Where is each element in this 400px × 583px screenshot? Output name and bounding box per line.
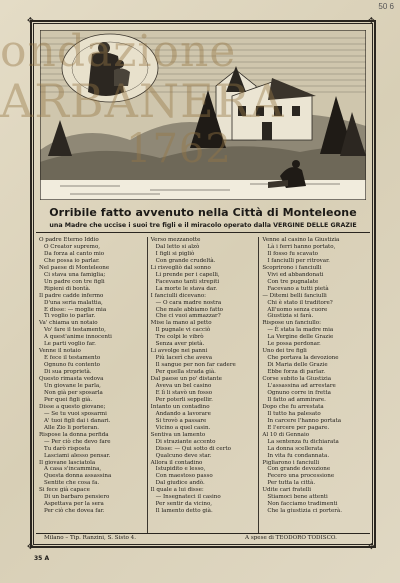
verse-line: Vo' fare il testamento, [44,327,106,334]
verse-line: Di straziante accento [155,438,216,445]
verse-line: Aveva un bel casino [155,383,212,390]
verse-line: A casa s'incammina, [44,466,102,473]
verse-line: Che la giustizia ci porterà. [267,508,342,515]
verse-line: Tre colpi le vibrò [155,334,204,341]
verse-line: Li avvolge nei panni [150,348,208,355]
verse-line: Questa donna assassina [44,473,112,480]
verse-line: Rispose un fanciullo: [262,320,321,327]
verse-line: Sentite che cosa fa. [44,480,100,487]
verse-line: — Insegnateci il casino [155,494,221,501]
poem-column-3 [258,237,370,533]
verse-line: Nel paese di Monteleone [39,264,110,271]
verse-line: E l'ercere per pagare. [267,424,330,431]
verse-line: A quest'anime innocenti [44,334,112,341]
verse-line: Dal giudice andò. [155,480,205,487]
verse-line: Stiamoci bene attenti [267,494,328,501]
verse-line: Istupidito e lesso, [155,466,206,473]
verse-line: Il padre cadde infermo [39,292,104,299]
verse-line: Udite cari fratelli [262,487,312,494]
verse-line: — Ditemi belli fanciulli [262,292,327,299]
verse-line: Il tutto ha palesato [267,410,321,417]
verse-line: Allora il contadino [150,459,203,466]
verse-line: Li risvegliò dal sonno [150,264,211,271]
verse-line: I fanciulli dicevano: [150,292,207,299]
verse-line: Facevano tanti strepiti [155,278,220,285]
verse-line: Venne il notaio [39,348,81,355]
publisher-credit: A spese di TEODORO TODISCO. [245,535,337,541]
verse-line: Un padre con tre figli [44,278,105,285]
verse-line: Per quella strada già. [155,369,216,376]
verse-line: La donna scellerata [267,445,323,452]
catalog-code: 35 A [34,555,50,562]
verse-line: In vita fu condannata. [267,452,330,459]
verse-line: Disse a questo giovane; [39,403,106,410]
verse-line: Con tre pugnalate [267,278,319,285]
verse-line: Facevano a tutti pietà [267,285,329,292]
archive-stamp: 50 6 [378,2,394,11]
verse-line: Per poterli seppellir. [155,396,213,403]
verse-line: Vivi ed abbandonati [267,271,324,278]
verse-line: Con grande devozione [267,466,331,473]
poem-column-1 [36,237,147,533]
verse-line: Le parti voglio far. [44,341,96,348]
verse-line: Dal paese un po' distante [150,376,222,383]
verse-line: Al 10 di Gennaio [262,431,310,438]
verse-line: Da forza al canto mio [44,250,105,257]
verse-line: Venne al casino la Giustizia [262,237,340,243]
verse-line: Aspettava per la sera [44,501,104,508]
verse-line: D'una seria malattia, [44,299,103,306]
verse-line: Con maestoso passo [155,473,213,480]
verse-line: Questo rimasta vedova [39,376,104,383]
verse-line: Il lamento detto già. [155,508,213,515]
verse-line: I figli si pigliò [155,250,195,257]
verse-line: Che possa io parlar. [44,257,100,264]
verse-line: — Se tu vuoi sposarmi [44,410,107,417]
verse-line: Si trovò a passare [155,417,207,424]
broadside-subtitle: una Madre che uccise i suoi tre figli e il miracolo operato dalla VERGINE DELLE GRAZIE [49,222,357,229]
verse-line: — È stata la madre mia [267,327,334,334]
verse-line: Giustizia si farà. [267,313,314,320]
watermark-line: ondazione [0,26,237,77]
verse-line: Sentiva un lamento [150,431,206,438]
verse-line: Ebbe forza di parlar. [267,369,326,376]
verse-line: Il fosso fu scavato [267,250,318,257]
verse-line: Che portava la devozione [267,355,339,362]
verse-line: E lì li stavò un fosso [155,389,213,396]
verse-line: Corse subito la Giustizia [262,376,332,383]
verse-line: Senza aver pietà. [155,341,205,348]
watermark-line: ARBANERA [0,74,285,128]
verse-line: La morte le stava dar. [155,285,218,292]
verse-line: Il fatto ad ammirare. [267,396,326,403]
title-rule [36,232,370,236]
verse-line: Scoprirono i fanciulli [262,264,322,271]
verse-line: Per ciò che dovea far. [44,508,105,515]
verse-line: Qualcuno deve star. [155,452,212,459]
verse-line: Il giovane lasciatola [39,459,96,466]
verse-line: Andando a lavorare [155,410,211,417]
verse-line: E disse: — moglie mia [44,306,107,313]
printer-imprint: Milano – Tip. Ranzini, S. Sisto 4. [44,535,136,541]
verse-line: Più lacerì che aveva [155,355,213,362]
verse-line: Di un barbaro pensiero [44,494,110,501]
verse-line: Il pugnale vi cacciò [155,327,211,334]
verse-line: A' tuoi figli dai i danari. [44,417,111,424]
verse-line: Per quei figli già. [44,396,93,403]
verse-line: Tu darò risposta [44,445,91,452]
verse-line: Dal letto si alzò [155,243,200,250]
verse-line: I fanciulli per ritrovar. [267,257,330,264]
corner-ornament-icon: ✥ [27,16,34,25]
woodcut-illustration [40,30,366,200]
verse-line: Di sua proprietà. [44,369,92,376]
verse-line: Va' chiama un notaio [39,320,98,327]
verse-line: Di Maria delle Grazie [267,362,328,369]
poem-columns [36,237,370,533]
verse-line: Con grande crudeltà. [155,257,216,264]
verse-line: Un giovane le parla, [44,383,101,390]
verse-line: Per tutta la città. [267,480,316,487]
corner-ornament-icon: ✥ [368,16,375,25]
verse-line: Che male abbiamo fatto [155,306,223,313]
verse-line: Ci stava una famiglia; [44,271,106,278]
verse-line: Le possa perdonar. [267,341,321,348]
verse-line: Fecero una processione [267,473,335,480]
verse-line: Verso mezzanotte [150,237,201,243]
verse-line: Il sangue per non far cadere [155,362,236,369]
verse-line: Rispose la donna perfida [39,431,109,438]
broadside-title: Orribile fatto avvenuto nella Città di Monteleone [49,206,357,219]
verse-line: Uno dei tre figli [262,348,307,355]
verse-line: Intanto un contadino [150,403,210,410]
verse-line: — O cara madre nostra [155,299,222,306]
verse-line: Per sentir da vicino, [155,501,213,508]
verse-line: E fece il testamento [44,355,101,362]
verse-line: Non già per sposarla [44,389,103,396]
verse-line: Lasciami alesso pensar. [44,452,111,459]
verse-line: O padre Eterno Iddio [39,237,99,243]
verse-line: Chi è stato il traditore? [267,299,333,306]
verse-line: Non facciamo tradimenti [267,501,338,508]
verse-line: Si fece già capace [39,487,90,494]
verse-line: L'assassina ad arrestare [267,383,336,390]
verse-line: Disse: — Qui sotto di certo [155,445,231,452]
verse-line: Il quale a lui disse: [150,487,204,494]
verse-line: Pigliarono i fanciulli [262,459,320,466]
verse-line: Ripieni di bontà. [44,285,91,292]
corner-ornament-icon: ✥ [27,542,34,551]
verse-line: La Vergine delle Grazie [267,334,334,341]
verse-line: La sentenza fu dichiarata [267,438,339,445]
verse-line: Mise la mano al petto [150,320,212,327]
verse-line: O Creator supremo, [44,243,101,250]
verse-line: Ognuno fu contento [44,362,100,369]
verse-line: Alle Zio li porteran. [44,424,99,431]
watermark-year: 1762 [126,126,232,172]
verse-line: Che ci vuoi ammazzar? [155,313,221,320]
verse-line: In carcere l'hanno portata [267,417,342,424]
corner-ornament-icon: ✥ [368,542,375,551]
verse-line: All'uomo senza cuore [267,306,328,313]
verse-line: — Per ciò che devo fare [44,438,111,445]
verse-line: Ti voglio io parlar. [44,313,96,320]
verse-line: Ognuno corre in fretta [267,389,331,396]
verse-line: Dopo che fu arrestata [262,403,324,410]
footer-rule [36,533,370,534]
verse-line: Vicino a quel casin. [155,424,211,431]
poem-column-2 [147,237,259,533]
verse-line: Là i ferri hanno portato, [267,243,336,250]
verse-line: Li prende per i capelli, [155,271,220,278]
